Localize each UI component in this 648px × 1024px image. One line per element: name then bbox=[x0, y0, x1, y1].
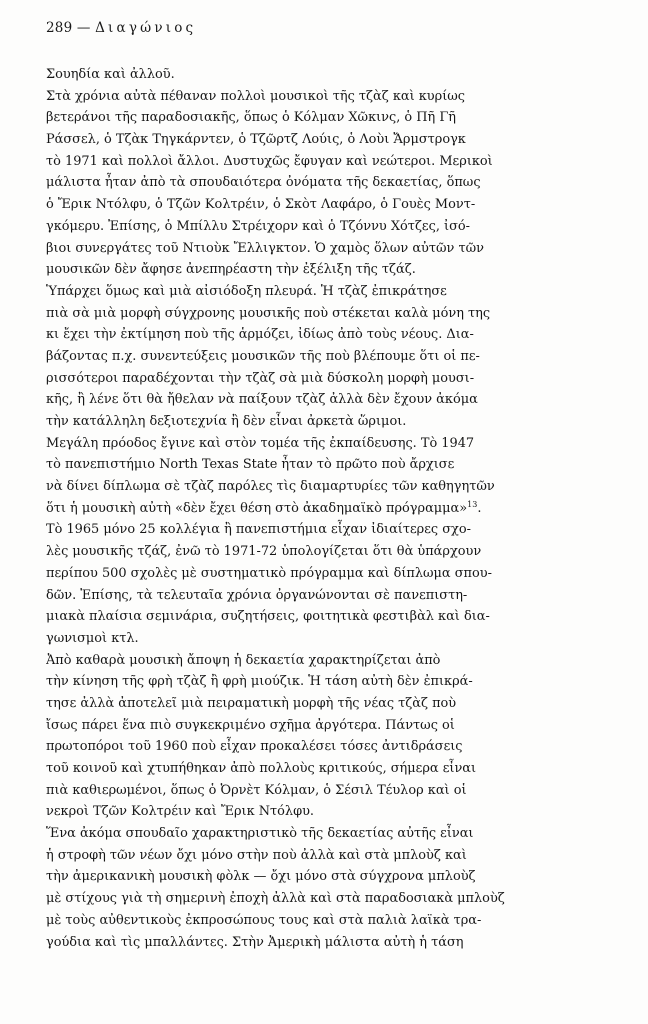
page-number: 289 bbox=[46, 20, 73, 36]
text-line: πιὰ σὰ μιὰ μορφὴ σύγχρονης μουσικῆς ποὺ στέκεται καλὰ μόνη της bbox=[46, 305, 491, 321]
text-line: γκόμερυ. Ἐπίσης, ὁ Μπίλλυ Στρέιχορν καὶ ὁ Τζόννυ Χότζες, ἰσό- bbox=[46, 218, 470, 234]
text-line: τὸ 1971 καὶ πολλοὶ ἄλλοι. Δυστυχῶς ἔφυγαν καὶ νεώτεροι. Μερικοὶ bbox=[46, 153, 493, 169]
text-line: Ράσσελ, ὁ Τζὰκ Τηγκάρντεν, ὁ Τζῶρτζ Λούις, ὁ Λοὺι Ἄρμστρογκ bbox=[46, 132, 466, 148]
text-line: νὰ δίνει δίπλωμα σὲ τζὰζ παρόλες τὶς διαμαρτυρίες τῶν καθηγητῶν bbox=[46, 479, 495, 495]
text-line: κῆς, ἢ λένε ὅτι θὰ ἤθελαν νὰ παίξουν τζὰζ ἀλλὰ δὲν ἔχουν ἀκόμα bbox=[46, 392, 478, 408]
text-line: τὴν κίνηση τῆς φρὴ τζὰζ ἢ φρὴ μιούζικ. Ἡ τάση αὐτὴ δὲν ἐπικρά- bbox=[46, 674, 473, 690]
text-line: κι ἔχει τὴν ἐκτίμηση ποὺ τῆς ἁρμόζει, ἰδίως ἀπὸ τοὺς νέους. Δια- bbox=[46, 327, 474, 343]
running-header bbox=[46, 20, 196, 36]
text-line: γωνισμοὶ κτλ. bbox=[46, 630, 139, 646]
text-line: ὁ Ἔρικ Ντόλφυ, ὁ Τζῶν Κολτρέιν, ὁ Σκὸτ Λαφάρο, ὁ Γουὲς Μοντ- bbox=[46, 197, 476, 213]
text-line: δῶν. Ἐπίσης, τὰ τελευταῖα χρόνια ὀργανώνονται σὲ πανεπιστη- bbox=[46, 587, 468, 603]
text-line: περίπου 500 σχολὲς μὲ συστηματικὸ πρόγραμμα καὶ δίπλωμα σπου- bbox=[46, 565, 492, 581]
text-line: Ἕνα ἀκόμα σπουδαῖο χαρακτηριστικὸ τῆς δεκαετίας αὐτῆς εἶναι bbox=[46, 826, 474, 842]
text-line: τὸ πανεπιστήμιο North Texas State ἦταν τὸ πρῶτο ποὺ ἄρχισε bbox=[46, 457, 455, 473]
text-line: νεκροὶ Τζῶν Κολτρέιν καὶ Ἔρικ Ντόλφυ. bbox=[46, 804, 315, 820]
running-title: Διαγώνιος bbox=[95, 20, 197, 36]
text-line: βετεράνοι τῆς παραδοσιακῆς, ὅπως ὁ Κόλμαν Χῶκινς, ὁ Πῆ Γῆ bbox=[46, 110, 457, 126]
text-line: τὴν ἀμερικανικὴ μουσικὴ φὸλκ — ὄχι μόνο στὰ σύγχρονα μπλοὺζ bbox=[46, 869, 476, 885]
header-dash: — bbox=[76, 20, 91, 36]
text-line: μιακὰ πλαίσια σεμινάρια, συζητήσεις, φοιτητικὰ φεστιβὰλ καὶ δια- bbox=[46, 609, 490, 625]
text-line: λὲς μουσικῆς τζάζ, ἐνῶ τὸ 1971-72 ὑπολογίζεται ὅτι θὰ ὑπάρχουν bbox=[46, 544, 482, 560]
text-line: πιὰ καθιερωμένοι, ὅπως ὁ Ὀρνὲτ Κόλμαν, ὁ Σέσιλ Τέυλορ καὶ οἱ bbox=[46, 782, 467, 798]
text-line: Ὑπάρχει ὅμως καὶ μιὰ αἰσιόδοξη πλευρά. Ἡ τζὰζ ἐπικράτησε bbox=[46, 283, 447, 299]
text-line: Σουηδία καὶ ἀλλοῦ. bbox=[46, 67, 175, 82]
text-line: μουσικῶν δὲν ἄφησε ἀνεπηρέαστη τὴν ἐξέλιξη τῆς τζάζ. bbox=[46, 262, 416, 278]
text-line: γούδια καὶ τὶς μπαλλάντες. Στὴν Ἀμερικὴ μάλιστα αὐτὴ ἡ τάση bbox=[46, 934, 464, 950]
text-line: Τὸ 1965 μόνο 25 κολλέγια ἢ πανεπιστήμια εἶχαν ἰδιαίτερες σχο- bbox=[46, 522, 471, 538]
footnote-mark: 13 bbox=[467, 499, 478, 509]
text-line: τὴν κατάλληλη δεξιοτεχνία ἢ δὲν εἶναι ἀρκετὰ ὥριμοι. bbox=[46, 414, 407, 429]
text-line-content: ὅτι ἡ μουσικὴ αὐτὴ «δὲν ἔχει θέση στὸ ἀκαδημαϊκὸ πρόγραμμα» bbox=[46, 500, 468, 516]
text-line: ρισσότεροι παραδέχονται τὴν τζὰζ σὰ μιὰ δύσκολη μορφὴ μουσι- bbox=[46, 370, 475, 386]
text-line: βιοι συνεργάτες τοῦ Ντιοὺκ Ἔλλιγκτον. Ὁ χαμὸς ὅλων αὐτῶν τῶν bbox=[46, 240, 484, 256]
text-line: μὲ τοὺς αὐθεντικοὺς ἐκπροσώπους τους καὶ στὰ παλιὰ λαϊκὰ τρα- bbox=[46, 912, 482, 928]
text-line: ἡ στροφὴ τῶν νέων ὄχι μόνο στὴν ποὺ ἀλλὰ καὶ στὰ μπλοὺζ καὶ bbox=[46, 847, 467, 863]
text-line: ἴσως πάρει ἕνα πιὸ συγκεκριμένο σχῆμα ἀργότερα. Πάντως οἱ bbox=[46, 717, 455, 733]
text-line: μάλιστα ἦταν ἀπὸ τὰ σπουδαιότερα ὀνόματα τῆς δεκαετίας, ὅπως bbox=[46, 175, 481, 191]
text-line: μὲ στίχους γιὰ τὴ σημερινὴ ἐποχὴ ἀλλὰ καὶ στὰ παραδοσιακὰ μπλοὺζ bbox=[46, 891, 505, 907]
text-line: βάζοντας π.χ. συνεντεύξεις μουσικῶν τῆς ποὺ βλέπουμε ὅτι οἱ πε- bbox=[46, 348, 480, 364]
text-line: τησε ἀλλὰ ἀποτελεῖ μιὰ πειραματικὴ μορφὴ τῆς νέας τζὰζ ποὺ bbox=[46, 695, 457, 711]
text-line: Μεγάλη πρόοδος ἔγινε καὶ στὸν τομέα τῆς ἐκπαίδευσης. Τὸ 1947 bbox=[46, 435, 475, 451]
text-line: πρωτοπόροι τοῦ 1960 ποὺ εἶχαν προκαλέσει τόσες ἀντιδράσεις bbox=[46, 739, 463, 755]
body-text bbox=[46, 64, 584, 953]
text-line: Ἀπὸ καθαρὰ μουσικὴ ἄποψη ἡ δεκαετία χαρακτηρίζεται ἀπὸ bbox=[46, 652, 441, 668]
text-line: τοῦ κοινοῦ καὶ χτυπήθηκαν ἀπὸ πολλοὺς κριτικούς, σήμερα εἶναι bbox=[46, 761, 477, 776]
text-line: Στὰ χρόνια αὐτὰ πέθαναν πολλοὶ μουσικοὶ τῆς τζὰζ καὶ κυρίως bbox=[46, 88, 465, 104]
text-line-with-footnote: ὅτι ἡ μουσικὴ αὐτὴ «δὲν ἔχει θέση στὸ ἀκαδημαϊκὸ πρόγραμμα»$^{13}$. bbox=[46, 499, 482, 516]
